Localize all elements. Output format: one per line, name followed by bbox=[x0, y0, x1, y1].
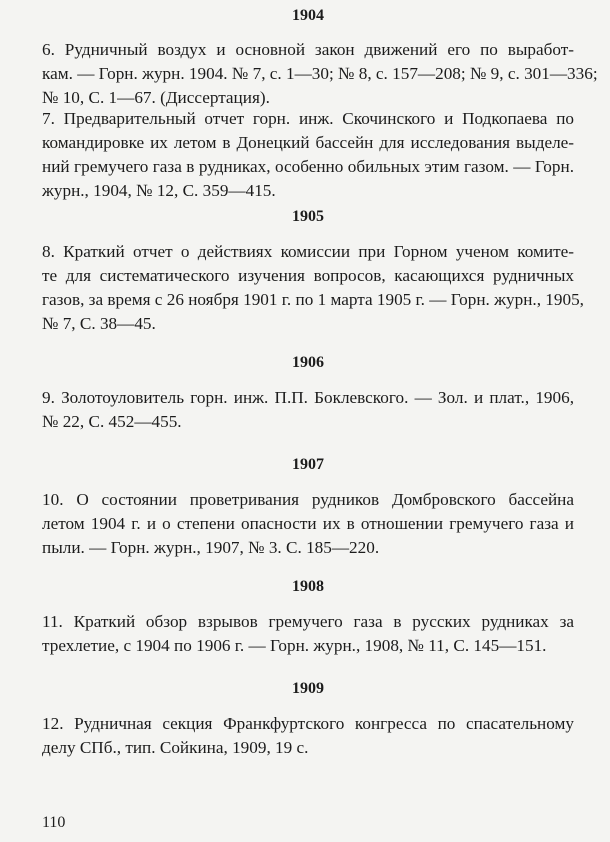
entry-line: кам. — Горн. журн. 1904. № 7, с. 1—30; № 8, с. 157—208; № 9, с. 301—336; bbox=[42, 64, 598, 83]
year-heading-1906: 1906 bbox=[292, 354, 324, 371]
entry-line: 12. Рудничная секция Франкфуртского конгресса по спасательному bbox=[42, 714, 574, 733]
year-heading-1905: 1905 bbox=[292, 208, 324, 225]
year-heading-1908: 1908 bbox=[292, 578, 324, 595]
bibliography-entry-7 bbox=[42, 107, 574, 203]
entry-line: № 7, С. 38—45. bbox=[42, 314, 156, 333]
entry-line: 8. Краткий отчет о действиях комиссии при Горном ученом комите- bbox=[42, 242, 574, 261]
entry-line: № 22, С. 452—455. bbox=[42, 412, 182, 431]
entry-line: трехлетие, с 1904 по 1906 г. — Горн. журн., 1908, № 11, С. 145—151. bbox=[42, 636, 547, 655]
year-heading-1909: 1909 bbox=[292, 680, 324, 697]
page-number: 110 bbox=[42, 814, 66, 831]
entry-line: 6. Рудничный воздух и основной закон движений его по выработ- bbox=[42, 40, 574, 59]
entry-line: летом 1904 г. и о степени опасности их в отношении гремучего газа и bbox=[42, 514, 574, 533]
entry-line: 10. О состоянии проветривания рудников Домбровского бассейна bbox=[42, 490, 574, 509]
bibliography-entry-10 bbox=[42, 488, 574, 560]
entry-line: командировке их летом в Донецкий бассейн для исследования выделе- bbox=[42, 133, 574, 152]
bibliography-entry-12 bbox=[42, 712, 574, 760]
bibliography-entry-11 bbox=[42, 610, 574, 658]
entry-line: 9. Золотоуловитель горн. инж. П.П. Боклевского. — Зол. и плат., 1906, bbox=[42, 388, 574, 407]
entry-line: ний гремучего газа в рудниках, особенно обильных этим газом. — Горн. bbox=[42, 157, 574, 176]
bibliography-entry-9 bbox=[42, 386, 574, 434]
entry-line: 11. Краткий обзор взрывов гремучего газа в русских рудниках за bbox=[42, 612, 574, 631]
entry-line: № 10, С. 1—67. (Диссертация). bbox=[42, 88, 270, 107]
entry-line: пыли. — Горн. журн., 1907, № 3. С. 185—220. bbox=[42, 538, 380, 557]
entry-line: 7. Предварительный отчет горн. инж. Скочинского и Подкопаева по bbox=[42, 109, 574, 128]
entry-line: журн., 1904, № 12, С. 359—415. bbox=[42, 181, 276, 200]
book-page bbox=[42, 0, 598, 842]
year-heading-1907: 1907 bbox=[292, 456, 324, 473]
entry-line: те для систематического изучения вопросов, касающихся рудничных bbox=[42, 266, 574, 285]
entry-line: делу СПб., тип. Сойкина, 1909, 19 с. bbox=[42, 738, 309, 757]
year-heading-1904: 1904 bbox=[292, 7, 324, 24]
entry-line: газов, за время с 26 ноября 1901 г. по 1 марта 1905 г. — Горн. журн., 1905, bbox=[42, 290, 584, 309]
bibliography-entry-6 bbox=[42, 38, 598, 110]
bibliography-entry-8 bbox=[42, 240, 584, 336]
